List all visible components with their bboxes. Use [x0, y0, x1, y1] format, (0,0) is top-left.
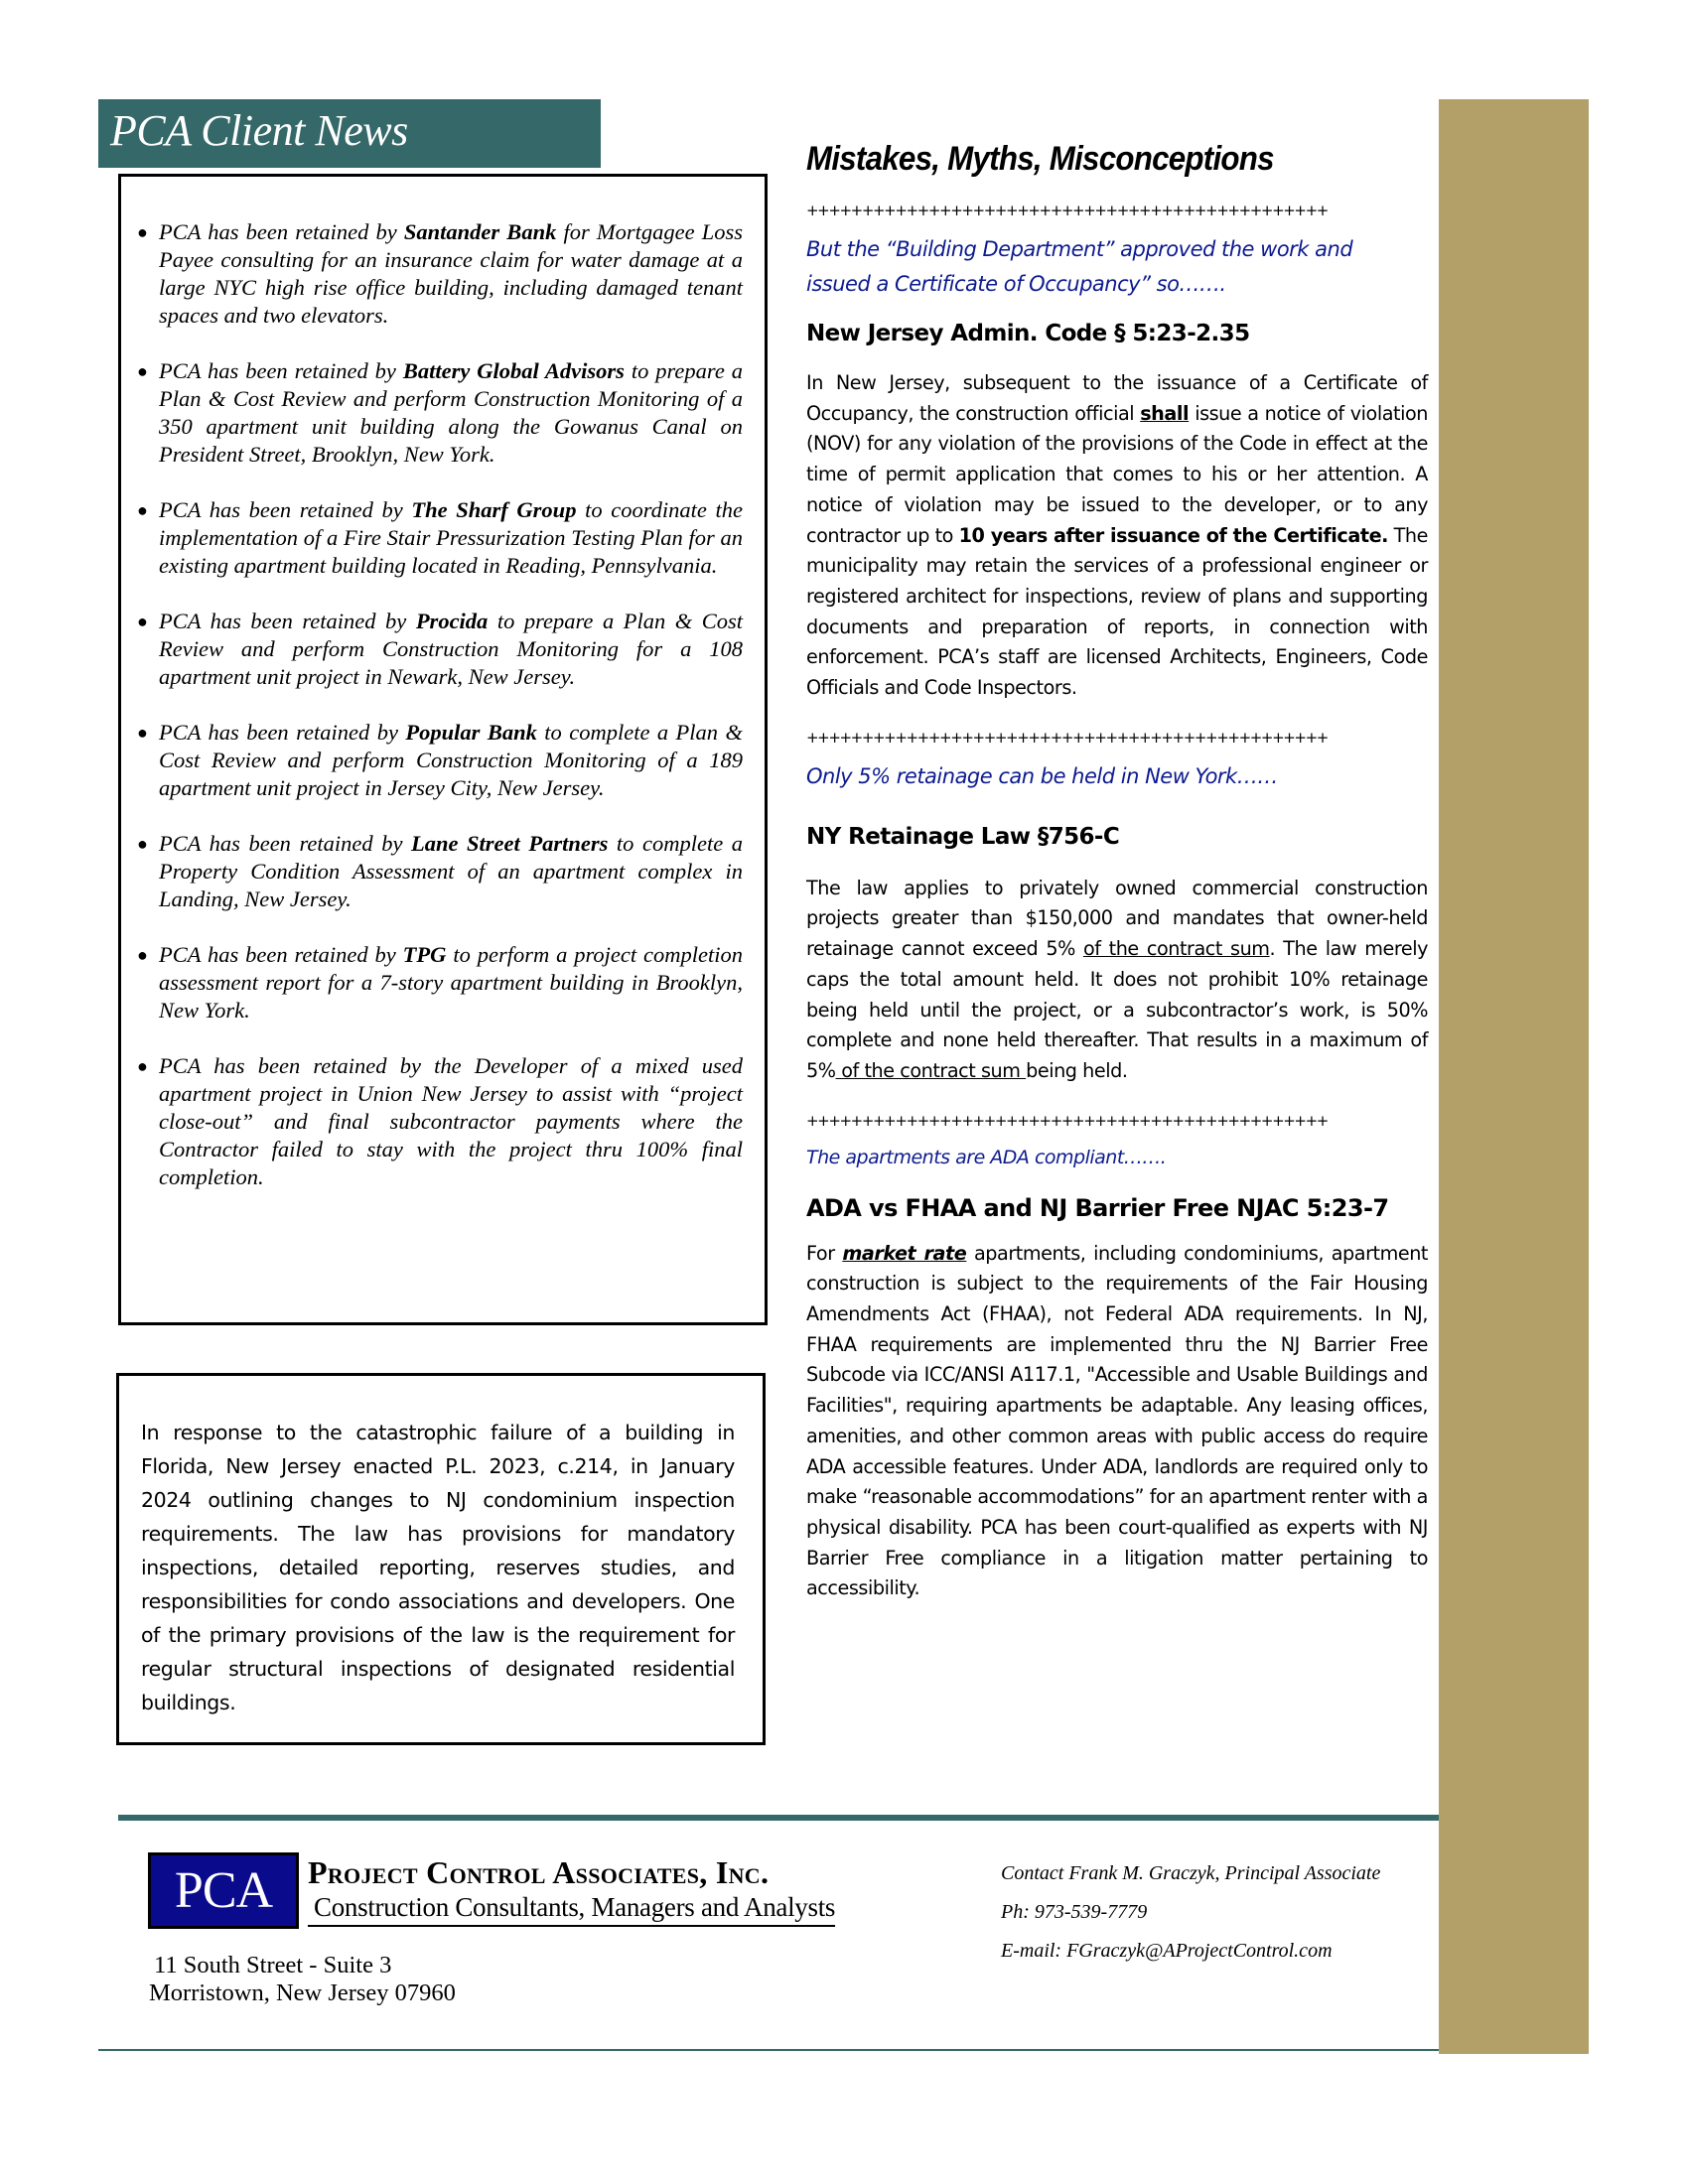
news-item — [135, 719, 743, 802]
myth-statement: Only 5% retainage can be held in New York…… — [806, 763, 1278, 788]
client-news-box — [118, 174, 768, 1325]
address-line-1: 11 South Street - Suite 3 — [154, 1952, 392, 1979]
law-heading: NY Retainage Law §756-C — [806, 823, 1120, 850]
bullet-icon: ● — [137, 723, 148, 743]
company-tagline: Construction Consultants, Managers and Analysts — [308, 1892, 835, 1927]
news-text: PCA has been retained by — [159, 358, 403, 383]
footer-divider — [118, 1815, 1439, 1821]
bullet-icon: ● — [137, 1056, 148, 1076]
logo-text: PCA — [174, 1862, 273, 1919]
news-text: to prepare a Plan & Cost Review and perform Construction Monitoring for a 108 apartment unit project in Newark, New Jersey. — [159, 609, 744, 689]
myth-statement: But the “Building Department” approved the work and issued a Certificate of Occupancy” so……. — [806, 237, 1353, 296]
news-text: PCA has been retained by — [159, 609, 416, 633]
bullet-icon: ● — [137, 361, 148, 381]
company-logo — [148, 1852, 299, 1929]
news-text: for Mortgagee Loss Payee consulting for an insurance claim for water damage at a large NYC high rise office building, including damaged tenant spaces and two elevators. — [159, 219, 744, 328]
law-text: . The law merely caps the total amount held. It does not prohibit 10% retainage being held until the project, or a subcontractor’s work, is 50% complete and none held thereafter. That results in a maximum of 5% — [806, 937, 1428, 1082]
bullet-icon: ● — [137, 500, 148, 520]
client-name: Procida — [415, 609, 489, 633]
news-text: to prepare a Plan & Cost Review and perform Construction Monitoring of a 350 apartment unit building along the Gowanus Canal on President Street, Brooklyn, New York. — [159, 358, 743, 467]
law-heading: New Jersey Admin. Code § 5:23-2.35 — [806, 321, 1250, 346]
emphasis-underline: of the contract sum — [835, 1058, 1027, 1082]
news-text: PCA has been retained by — [159, 720, 406, 745]
news-item — [135, 218, 743, 330]
decorative-side-bar — [1439, 99, 1589, 2054]
plus-divider: +++++++++++++++++++++++++++++++++++++++++++++++ — [806, 202, 1328, 219]
client-name: Lane Street Partners — [410, 831, 609, 856]
bullet-icon: ● — [137, 834, 148, 854]
news-text: PCA has been retained by — [159, 831, 411, 856]
client-name: Popular Bank — [405, 720, 537, 745]
mmm-column — [806, 139, 1428, 1604]
plus-divider: +++++++++++++++++++++++++++++++++++++++++++++++ — [806, 1111, 1328, 1130]
law-text: In New Jersey, subsequent to the issuance of a Certificate of Occupancy, the construction official — [806, 371, 1428, 425]
client-name: Battery Global Advisors — [402, 358, 625, 383]
law-body — [806, 1239, 1428, 1604]
company-address — [149, 1952, 456, 2007]
company-name: Project Control Associates, Inc. — [308, 1854, 770, 1890]
news-item — [135, 830, 743, 913]
news-text: PCA has been retained by — [159, 497, 412, 522]
news-item — [135, 357, 743, 469]
condo-law-text: In response to the catastrophic failure of a building in Florida, New Jersey enacted P.L. 2023, c.214, in January 2024 outlining changes to NJ condominium inspection requirements. The law has provisions for mandatory inspections, detailed reporting, reserves studies, and responsibilities for condo associations and developers. One of the primary provisions of the law is the requirement for regular structural inspections of designated residential buildings. — [141, 1421, 735, 1714]
myth-statement: The apartments are ADA compliant……. — [806, 1146, 1167, 1168]
contact-person: Contact Frank M. Graczyk, Principal Associate — [1001, 1862, 1381, 1884]
emphasis-shall: shall — [1140, 401, 1190, 425]
law-text: issue a notice of violation (NOV) for any violation of the provisions of the Code in effect at the time of permit application that comes to his or her attention. A notice of violation may be issued to the developer, or to any contractor up to — [806, 401, 1428, 547]
news-text: to perform a project completion assessment report for a 7-story apartment building in Brooklyn, New York. — [159, 942, 744, 1023]
news-item — [135, 608, 743, 691]
contact-info — [1001, 1854, 1380, 1971]
contact-email[interactable]: E-mail: FGraczyk@AProjectControl.com — [1001, 1940, 1333, 1962]
law-text: The municipality may retain the services of a professional engineer or registered architect for inspections, review of plans and supporting documents and preparation of reports, in connection with enforcement. PCA’s staff are licensed Architects, Engineers, Code Officials and Code Inspectors. — [806, 523, 1428, 700]
client-news-list — [135, 218, 743, 1219]
law-text: being held. — [1026, 1058, 1128, 1082]
law-text: apartments, including condominiums, apartment construction is subject to the requirements of the Fair Housing Amendments Act (FHAA), not Federal ADA requirements. In NJ, FHAA requirements are implemented thru the NJ Barrier Free Subcode via ICC/ANSI A117.1, "Accessible and Usable Buildings and Facilities", requiring apartments be adaptable. Any leasing offices, amenities, and other common areas with public access do require ADA accessible features. Under ADA, landlords are required only to make “reasonable accommodations” for an apartment renter with a physical disability. PCA has been court-qualified as experts with NJ Barrier Free compliance in a litigation matter pertaining to accessibility. — [806, 1241, 1428, 1600]
news-item — [135, 1052, 743, 1191]
news-text: PCA has been retained by — [159, 942, 403, 967]
client-name: The Sharf Group — [411, 497, 577, 522]
footer-bottom-rule — [98, 2049, 1439, 2051]
law-body — [806, 368, 1428, 704]
law-heading: ADA vs FHAA and NJ Barrier Free NJAC 5:23-7 — [806, 1193, 1389, 1222]
news-text: to complete a Plan & Cost Review and perform Construction Monitoring of a 189 apartment unit project in Jersey City, New Jersey. — [159, 720, 743, 800]
law-text: The law applies to privately owned commercial construction projects greater than $150,000 and mandates that owner-held retainage cannot exceed 5% — [806, 876, 1428, 961]
client-name: Santander Bank — [403, 219, 557, 244]
address-line-2: Morristown, New Jersey 07960 — [149, 1979, 456, 2006]
news-item — [135, 941, 743, 1024]
news-item — [135, 496, 743, 580]
news-text: to coordinate the implementation of a Fire Stair Pressurization Testing Plan for an existing apartment building located in Reading, Pennsylvania. — [159, 497, 743, 578]
news-text: to complete a Property Condition Assessment of an apartment complex in Landing, New Jersey. — [159, 831, 743, 911]
section-banner — [98, 99, 601, 168]
condo-law-box — [116, 1373, 766, 1745]
emphasis-bold: 10 years after issuance of the Certificate. — [958, 523, 1388, 547]
law-body — [806, 874, 1428, 1087]
plus-divider: +++++++++++++++++++++++++++++++++++++++++++++++ — [806, 728, 1328, 747]
bullet-icon: ● — [137, 945, 148, 965]
emphasis-underline: of the contract sum — [1082, 937, 1270, 961]
client-name: TPG — [402, 942, 447, 967]
contact-phone: Ph: 973-539-7779 — [1001, 1901, 1148, 1923]
bullet-icon: ● — [137, 222, 148, 242]
news-text: PCA has been retained by — [159, 219, 404, 244]
emphasis-market-rate: market rate — [842, 1241, 967, 1265]
mmm-title: Mistakes, Myths, Misconceptions — [806, 140, 1274, 178]
news-text: PCA has been retained by the Developer of a mixed used apartment project in Union New Jersey to assist with “project close-out” and final subcontractor payments where the Contractor failed to stay with the project thru 100% final completion. — [159, 1053, 743, 1189]
law-text: For — [806, 1241, 843, 1265]
bullet-icon: ● — [137, 612, 148, 631]
banner-title: PCA Client News — [110, 106, 408, 155]
